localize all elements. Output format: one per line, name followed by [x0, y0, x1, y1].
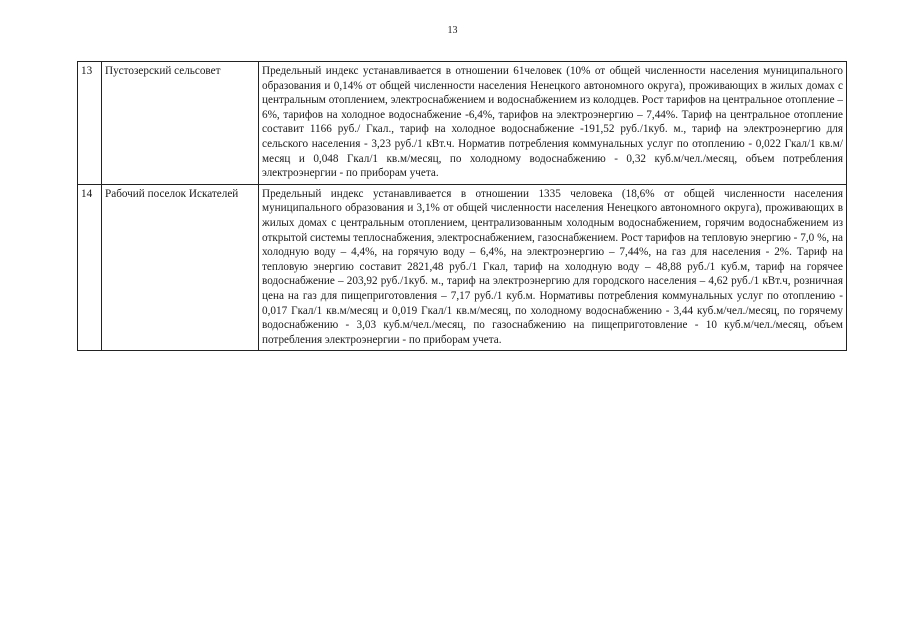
municipality-name: Рабочий поселок Искателей	[102, 184, 259, 351]
table-row	[78, 62, 847, 185]
row-number: 13	[78, 62, 102, 185]
tariff-description: Предельный индекс устанавливается в отношении 1335 человека (18,6% от общей численности населения муниципального образования и 3,1% от общей численности населения Ненецкого автономного округа), проживающих в жилых домах с центральным отоплением, централизованным холодным водоснабжением, горячим водоснабжением из открытой системы теплоснабжения, электроснабжением, газоснабжением. Рост тарифов на тепловую энергию - 7,0 %, на холодную воду – 4,4%, на горячую воду – 6,4%, на электроэнергию – 7,44%, на газ для населения - 2%. Тариф на тепловую энергию составит 2821,48 руб./1 Гкал, тариф на холодную воду – 48,88 руб./1 куб.м, тариф на горячее водоснабжение – 203,92 руб./1куб. м., тариф на электроэнергию для городского населения – 4,62 руб./1 кВт.ч, розничная цена на газ для пищеприготовления – 7,17 руб./1 куб.м. Нормативы потребления коммунальных услуг по отоплению - 0,017 Гкал/1 кв.м/месяц и 0,019 Гкал/1 кв.м/месяц, по холодному водоснабжению - 3,44 куб.м/чел./месяц, по горячему водоснабжению - 3,03 куб.м/чел./месяц, по газоснабжению на пищеприготовление - 10 куб.м/чел./месяц, объем потребления электроэнергии - по приборам учета.	[259, 184, 847, 351]
municipality-name: Пустозерский сельсовет	[102, 62, 259, 185]
table-row	[78, 184, 847, 351]
row-number: 14	[78, 184, 102, 351]
tariff-table	[77, 61, 847, 351]
tariff-description: Предельный индекс устанавливается в отношении 61человек (10% от общей численности населения муниципального образования и 0,14% от общей численности населения Ненецкого автономного округа), проживающих в жилых домах с центральным отоплением, электроснабжением и водоснабжением из колодцев. Рост тарифов на центральное отопление – 6%, тарифов на холодное водоснабжение -6,4%, тарифов на электроэнергию – 7,44%. Тариф на центральное отопление составит 1166 руб./ Гкал., тариф на холодное водоснабжение -191,52 руб./1куб. м., тариф на электроэнергию для сельского населения - 3,23 руб./1 кВт.ч. Норматив потребления коммунальных услуг по отоплению - 0,022 Гкал/1 кв.м/месяц и 0,048 Гкал/1 кв.м/месяц, по холодному водоснабжению - 0,32 куб.м/чел./месяц, объем потребления электроэнергии - по приборам учета.	[259, 62, 847, 185]
page-number: 13	[447, 25, 458, 36]
